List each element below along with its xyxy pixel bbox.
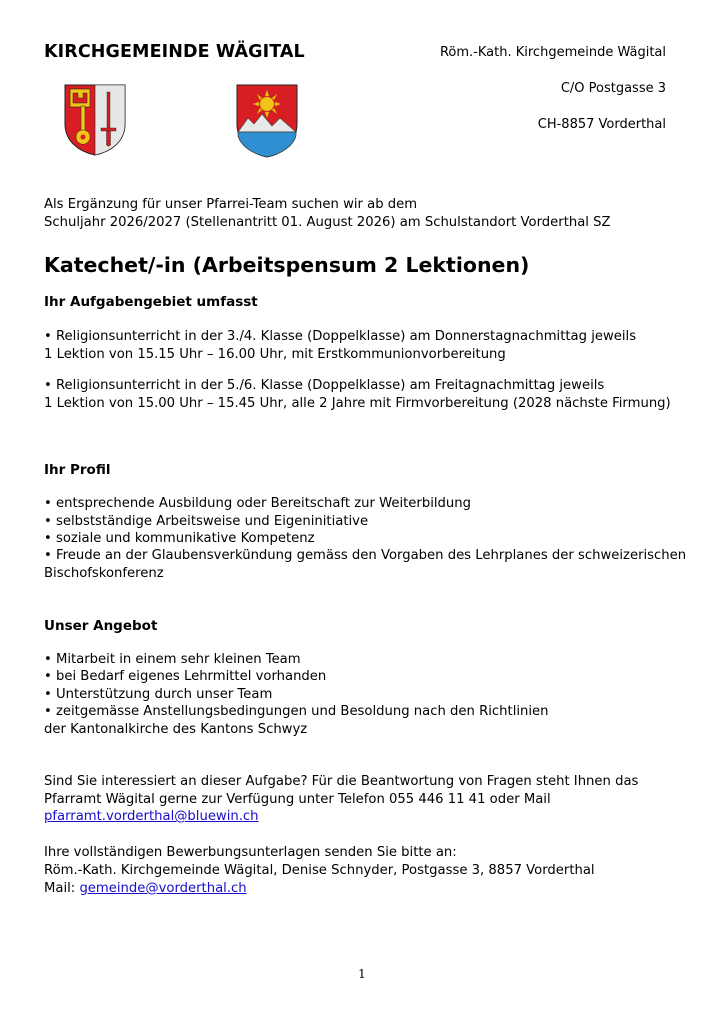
address-line-2: C/O Postgasse 3 bbox=[560, 81, 666, 96]
profile-line: Bischofskonferenz bbox=[44, 566, 164, 581]
coat-of-arms-icon-innerthal bbox=[236, 84, 298, 158]
job-title: Katechet/-in (Arbeitspensum 2 Lektionen) bbox=[44, 253, 530, 277]
org-title: KIRCHGEMEINDE WÄGITAL bbox=[44, 42, 305, 62]
contact-line-2: Pfarramt Wägital gerne zur Verfügung unter Telefon 055 446 11 41 oder Mail bbox=[44, 792, 551, 807]
contact-line-1: Sind Sie interessiert an dieser Aufgabe? Für die Beantwortung von Fragen steht Ihnen das bbox=[44, 774, 639, 789]
address-line-3: CH-8857 Vorderthal bbox=[537, 117, 666, 132]
application-line-2: Röm.-Kath. Kirchgemeinde Wägital, Denise Schnyder, Postgasse 3, 8857 Vorderthal bbox=[44, 863, 595, 878]
mail-label: Mail: bbox=[44, 881, 80, 896]
offer-line: • Mitarbeit in einem sehr kleinen Team bbox=[44, 652, 301, 667]
offer-line: • bei Bedarf eigenes Lehrmittel vorhanden bbox=[44, 669, 327, 684]
offer-heading: Unser Angebot bbox=[44, 618, 158, 634]
task-item-1-line-1: • Religionsunterricht in der 3./4. Klasse (Doppelklasse) am Donnerstagnachmittag jeweils bbox=[44, 329, 637, 344]
contact-email-link[interactable]: pfarramt.vorderthal@bluewin.ch bbox=[44, 809, 259, 824]
task-item-2-line-2: 1 Lektion von 15.00 Uhr – 15.45 Uhr, alle 2 Jahre mit Firmvorbereitung (2028 nächste Firmung) bbox=[44, 396, 671, 411]
contact-email-row bbox=[44, 808, 259, 826]
task-item-2-line-1: • Religionsunterricht in der 5./6. Klasse (Doppelklasse) am Freitagnachmittag jeweils bbox=[44, 378, 605, 393]
task-item-1-line-2: 1 Lektion von 15.15 Uhr – 16.00 Uhr, mit Erstkommunionvorbereitung bbox=[44, 347, 506, 362]
offer-line: • Unterstützung durch unser Team bbox=[44, 687, 273, 702]
intro-line-1: Als Ergänzung für unser Pfarrei-Team suchen wir ab dem bbox=[44, 197, 418, 212]
offer-line: • zeitgemässe Anstellungsbedingungen und Besoldung nach den Richtlinien bbox=[44, 704, 549, 719]
coat-of-arms-icon-vorderthal bbox=[64, 84, 126, 156]
profile-line: • Freude an der Glaubensverkündung gemäss den Vorgaben des Lehrplanes der schweizerischen bbox=[44, 548, 687, 563]
profile-line: • soziale und kommunikative Kompetenz bbox=[44, 531, 315, 546]
application-line-1: Ihre vollständigen Bewerbungsunterlagen senden Sie bitte an: bbox=[44, 845, 457, 860]
page-number: 1 bbox=[358, 967, 366, 981]
profile-line: • entsprechende Ausbildung oder Bereitschaft zur Weiterbildung bbox=[44, 496, 471, 511]
application-mail-row bbox=[44, 880, 247, 898]
application-email-link[interactable]: gemeinde@vorderthal.ch bbox=[79, 881, 247, 896]
intro-line-2: Schuljahr 2026/2027 (Stellenantritt 01. August 2026) am Schulstandort Vorderthal SZ bbox=[44, 215, 611, 230]
offer-line: der Kantonalkirche des Kantons Schwyz bbox=[44, 722, 308, 737]
profile-line: • selbstständige Arbeitsweise und Eigeninitiative bbox=[44, 514, 369, 529]
address-line-1: Röm.-Kath. Kirchgemeinde Wägital bbox=[439, 45, 666, 60]
tasks-heading: Ihr Aufgabengebiet umfasst bbox=[44, 294, 258, 310]
profile-heading: Ihr Profil bbox=[44, 462, 111, 478]
